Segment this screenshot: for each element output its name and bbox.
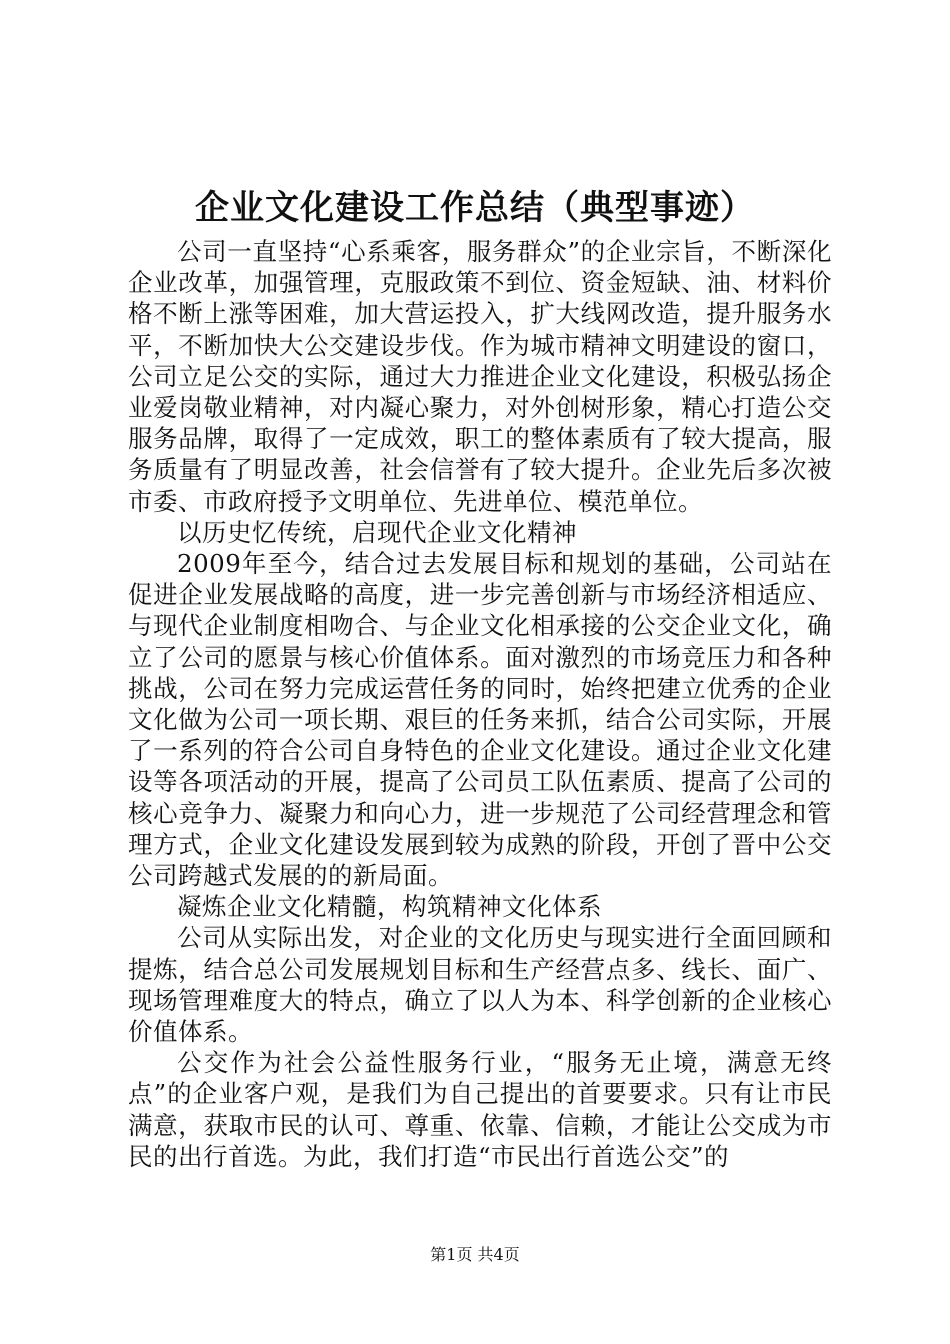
- paragraph-service: 公交作为社会公益性服务行业，“服务无止境，满意无终点”的企业客户观，是我们为自己提出的首要要求。只有让市民满意，获取市民的认可、尊重、依靠、信赖，才能让公交成为市民的出行首选。为此，我们打造“市民出行首选公交”的: [128, 1048, 832, 1171]
- section-heading-history: 以历史忆传统，启现代企业文化精神: [177, 517, 577, 547]
- paragraph-history: 2009年至今，结合过去发展目标和规划的基础，公司站在促进企业发展战略的高度，进一步完善创新与市场经济相适应、与现代企业制度相吻合、与企业文化相承接的公交企业文化，确立了公司的愿景与核心价值体系。面对激烈的市场竞压力和各种挑战，公司在努力完成运营任务的同时，始终把建立优秀的企业文化做为公司一项长期、艰巨的任务来抓，结合公司实际，开展了一系列的符合公司自身特色的企业文化建设。通过企业文化建设等各项活动的开展，提高了公司员工队伍素质、提高了公司的核心竞争力、凝聚力和向心力，进一步规范了公司经营理念和管理方式，企业文化建设发展到较为成熟的阶段，开创了晋中公交公司跨越式发展的的新局面。: [128, 549, 832, 891]
- document-title: 企业文化建设工作总结（典型事迹）: [195, 188, 755, 228]
- paragraph-essence: 公司从实际出发，对企业的文化历史与现实进行全面回顾和提炼，结合总公司发展规划目标和生产经营点多、线长、面广、现场管理难度大的特点，确立了以人为本、科学创新的企业核心价值体系。: [128, 923, 832, 1047]
- page-number-footer: 第1页 共4页: [430, 1245, 520, 1264]
- paragraph-intro: 公司一直坚持“心系乘客，服务群众”的企业宗旨，不断深化企业改革，加强管理，克服政策不到位、资金短缺、油、材料价格不断上涨等困难，加大营运投入，扩大线网改造，提升服务水平，不断加快大公交建设步伐。作为城市精神文明建设的窗口，公司立足公交的实际，通过大力推进企业文化建设，积极弘扬企业爱岗敬业精神，对内凝心聚力，对外创树形象，精心打造公交服务品牌，取得了一定成效，职工的整体素质有了较大提高，服务质量有了明显改善，社会信誉有了较大提升。企业先后多次被市委、市政府授予文明单位、先进单位、模范单位。: [128, 237, 832, 516]
- section-heading-essence: 凝炼企业文化精髓，构筑精神文化体系: [177, 892, 602, 922]
- document-body: [128, 236, 832, 1172]
